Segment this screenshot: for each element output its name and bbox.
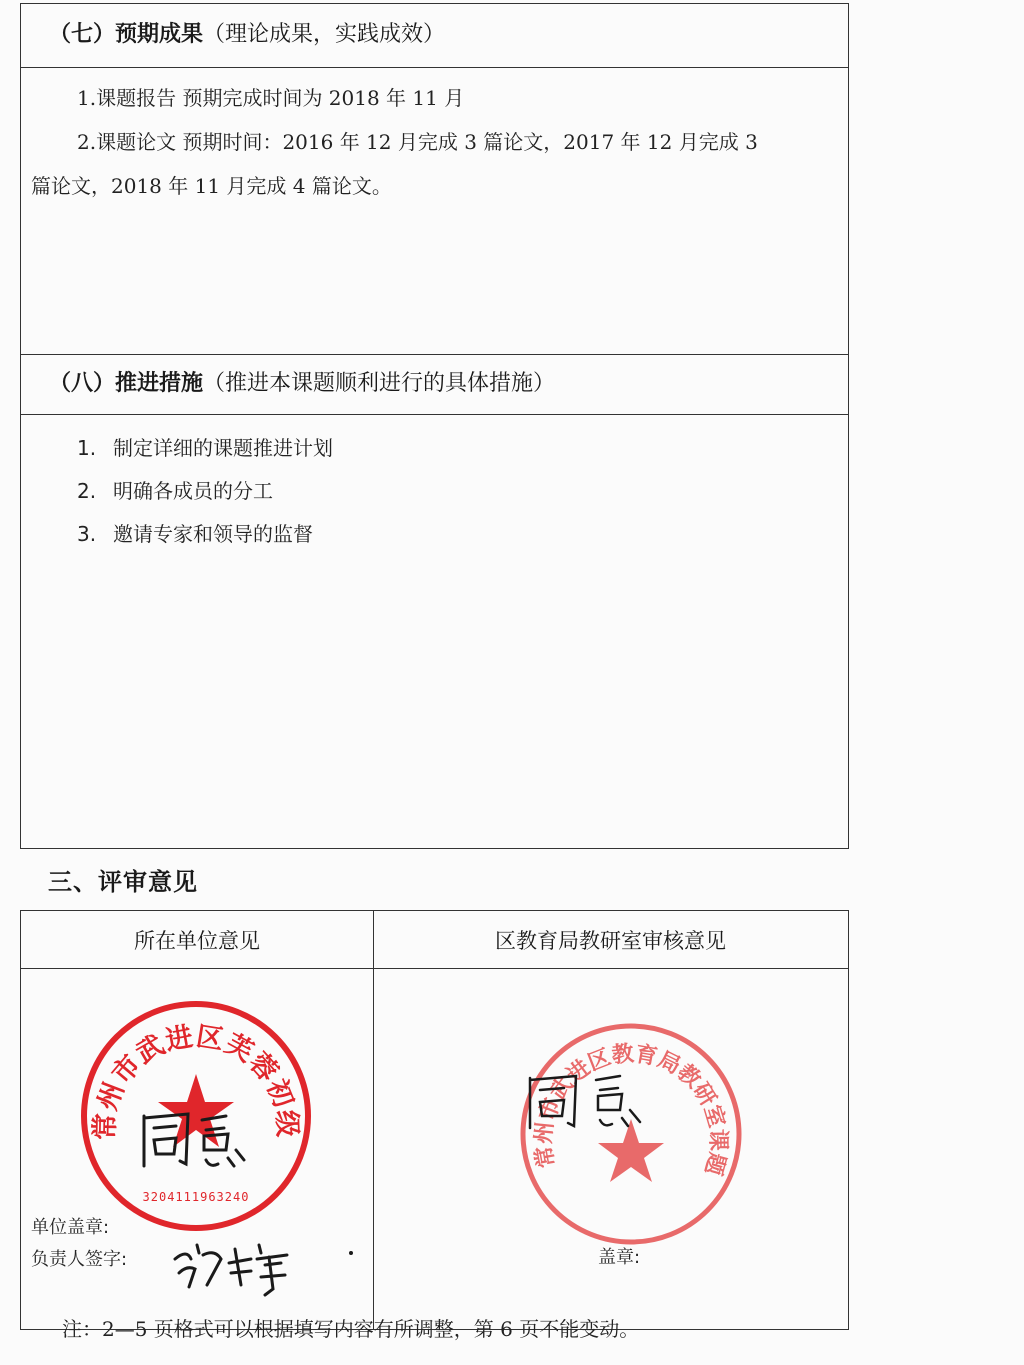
left-seal-number: 3204111963240	[142, 1190, 250, 1204]
section-7-subtitle: （理论成果，实践成效）	[203, 22, 446, 47]
signature	[169, 1229, 369, 1299]
list-item	[77, 518, 313, 547]
section-8-title: （八）推进措施	[49, 371, 204, 396]
section-7-line-3: 篇论文，2018 年 11 月完成 4 篇论文。	[31, 174, 392, 198]
section-8-subtitle: （推进本课题顺利进行的具体措施）	[203, 371, 556, 396]
section-7-body	[21, 76, 848, 208]
footnote: 注：2—5 页格式可以根据填写内容有所调整，第 6 页不能变动。	[62, 1317, 640, 1341]
review-table	[20, 910, 849, 1330]
list-item-text: 邀请专家和领导的监督	[113, 522, 313, 546]
list-item	[77, 475, 273, 504]
column-divider	[373, 911, 374, 1329]
unit-seal-label: 单位盖章:	[31, 1217, 110, 1238]
right-handwriting-approval	[516, 1066, 656, 1136]
column-header-unit-opinion: 所在单位意见	[134, 929, 260, 953]
section-7-line-1: 1.课题报告 预期完成时间为 2018 年 11 月	[77, 86, 465, 110]
section-7-header	[21, 4, 848, 68]
header-row-divider	[21, 968, 848, 969]
right-seal-label: 盖章:	[598, 1247, 641, 1268]
section-7-line-2: 2.课题论文 预期时间：2016 年 12 月完成 3 篇论文，2017 年 12 月完成 3	[77, 130, 758, 154]
list-item-number: 3.	[77, 522, 97, 546]
list-item-number: 1.	[77, 436, 97, 460]
column-header-bureau-opinion: 区教育局教研室审核意见	[495, 929, 726, 953]
section-3-title: 三、评审意见	[48, 868, 198, 896]
signer-label: 负责人签字:	[31, 1249, 128, 1270]
list-item	[77, 432, 333, 461]
left-handwriting-approval	[136, 1106, 256, 1176]
plan-sections-box	[20, 3, 849, 849]
section-7-title: （七）预期成果	[49, 22, 204, 47]
right-seal-text: 常州市武进区教育局教研室课题研究规划领导小组	[504, 999, 732, 1178]
list-item-text: 制定详细的课题推进计划	[113, 436, 333, 460]
list-item-text: 明确各成员的分工	[113, 479, 273, 503]
left-seal-text: 常州市武进区芙蓉初级中学	[62, 972, 303, 1141]
section-8-header	[21, 354, 848, 415]
list-item-number: 2.	[77, 479, 97, 503]
